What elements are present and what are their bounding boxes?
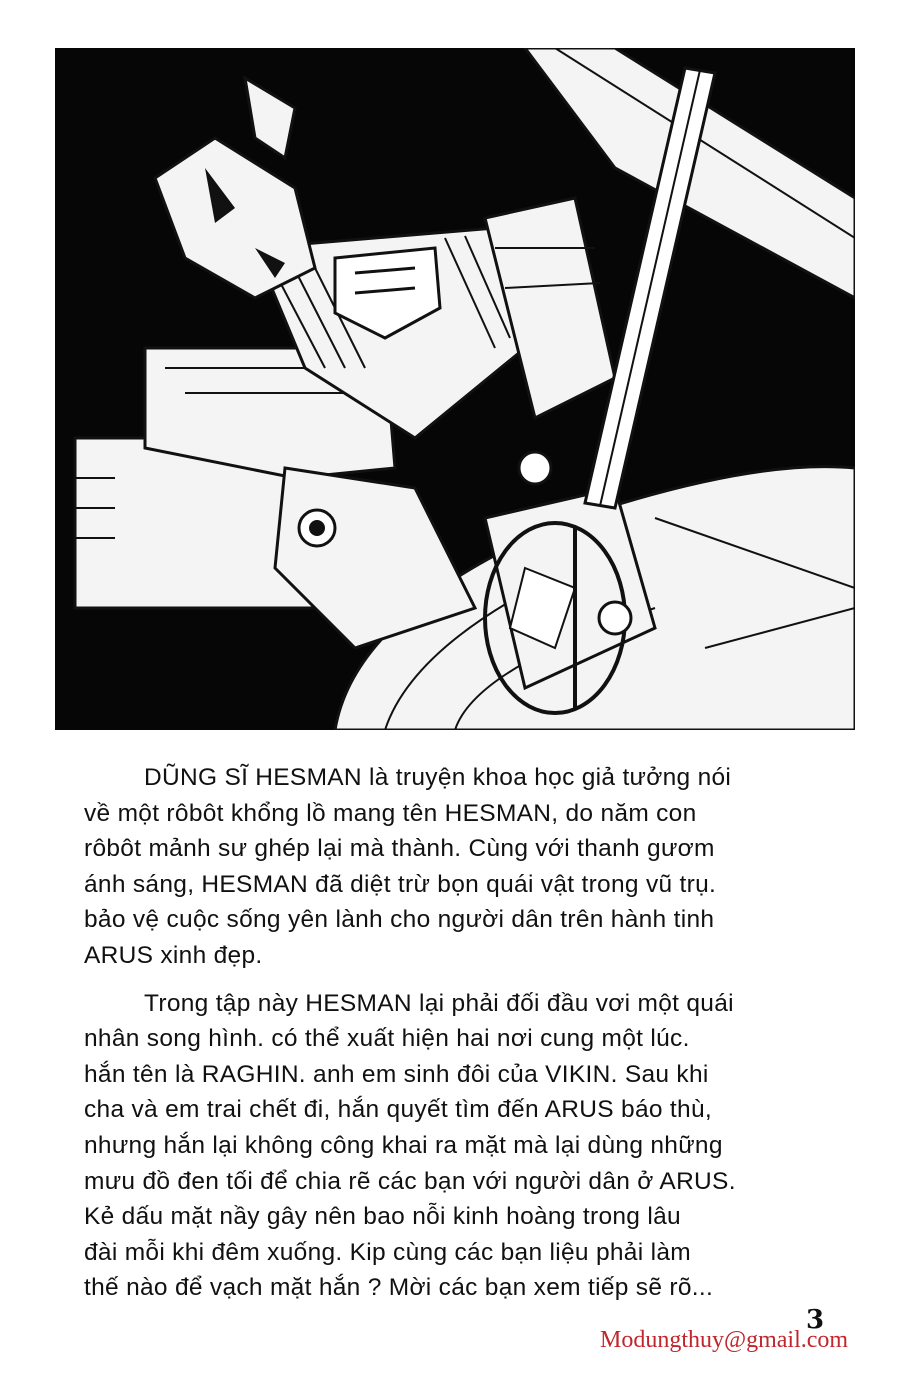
text-line: thế nào để vạch mặt hắn ? Mời các bạn xem tiếp sẽ rõ... (84, 1274, 714, 1302)
text-line: hắn tên là RAGHIN. anh em sinh đôi của VIKIN. Sau khi (84, 1060, 709, 1088)
text-line: ARUS xinh đẹp. (84, 941, 263, 969)
text-line: đài mỗi khi đêm xuống. Kip cùng các bạn liệu phải làm (84, 1238, 691, 1266)
text-line: bảo vệ cuộc sống yên lành cho người dân trên hành tinh (84, 906, 715, 934)
text-line: rôbôt mảnh sư ghép lại mà thành. Cùng với thanh gươm (84, 835, 715, 863)
text-line: nhưng hắn lại không công khai ra mặt mà lại dùng những (84, 1131, 723, 1159)
text-line: Kẻ dấu mặt nầy gây nên bao nỗi kinh hoàng trong lâu (84, 1203, 681, 1231)
paragraph-1 (84, 760, 804, 974)
robot-sword-icon (55, 48, 855, 730)
text-line: về một rôbôt khổng lồ mang tên HESMAN, do năm con (84, 799, 697, 827)
text-line: cha và em trai chết đi, hắn quyết tìm đến ARUS báo thù, (84, 1096, 712, 1124)
paragraph-2 (84, 986, 804, 1306)
watermark-email: Modungthuy@gmail.com (600, 1327, 849, 1353)
text-line: DŨNG SĨ HESMAN là truyện khoa học giả tưởng nói (144, 764, 732, 791)
text-line: Trong tập này HESMAN lại phải đối đầu vơi một quái (144, 989, 734, 1017)
text-line: nhân song hình. có thể xuất hiện hai nơi cung một lúc. (84, 1025, 690, 1053)
text-line: mưu đồ đen tối để chia rẽ các bạn với người dân ở ARUS. (84, 1167, 736, 1195)
story-intro-text (84, 760, 804, 1306)
page-number: 3 (806, 1305, 825, 1335)
text-line: ánh sáng, HESMAN đã diệt trừ bọn quái vật trong vũ trụ. (84, 870, 717, 898)
comic-panel-illustration (55, 48, 855, 730)
